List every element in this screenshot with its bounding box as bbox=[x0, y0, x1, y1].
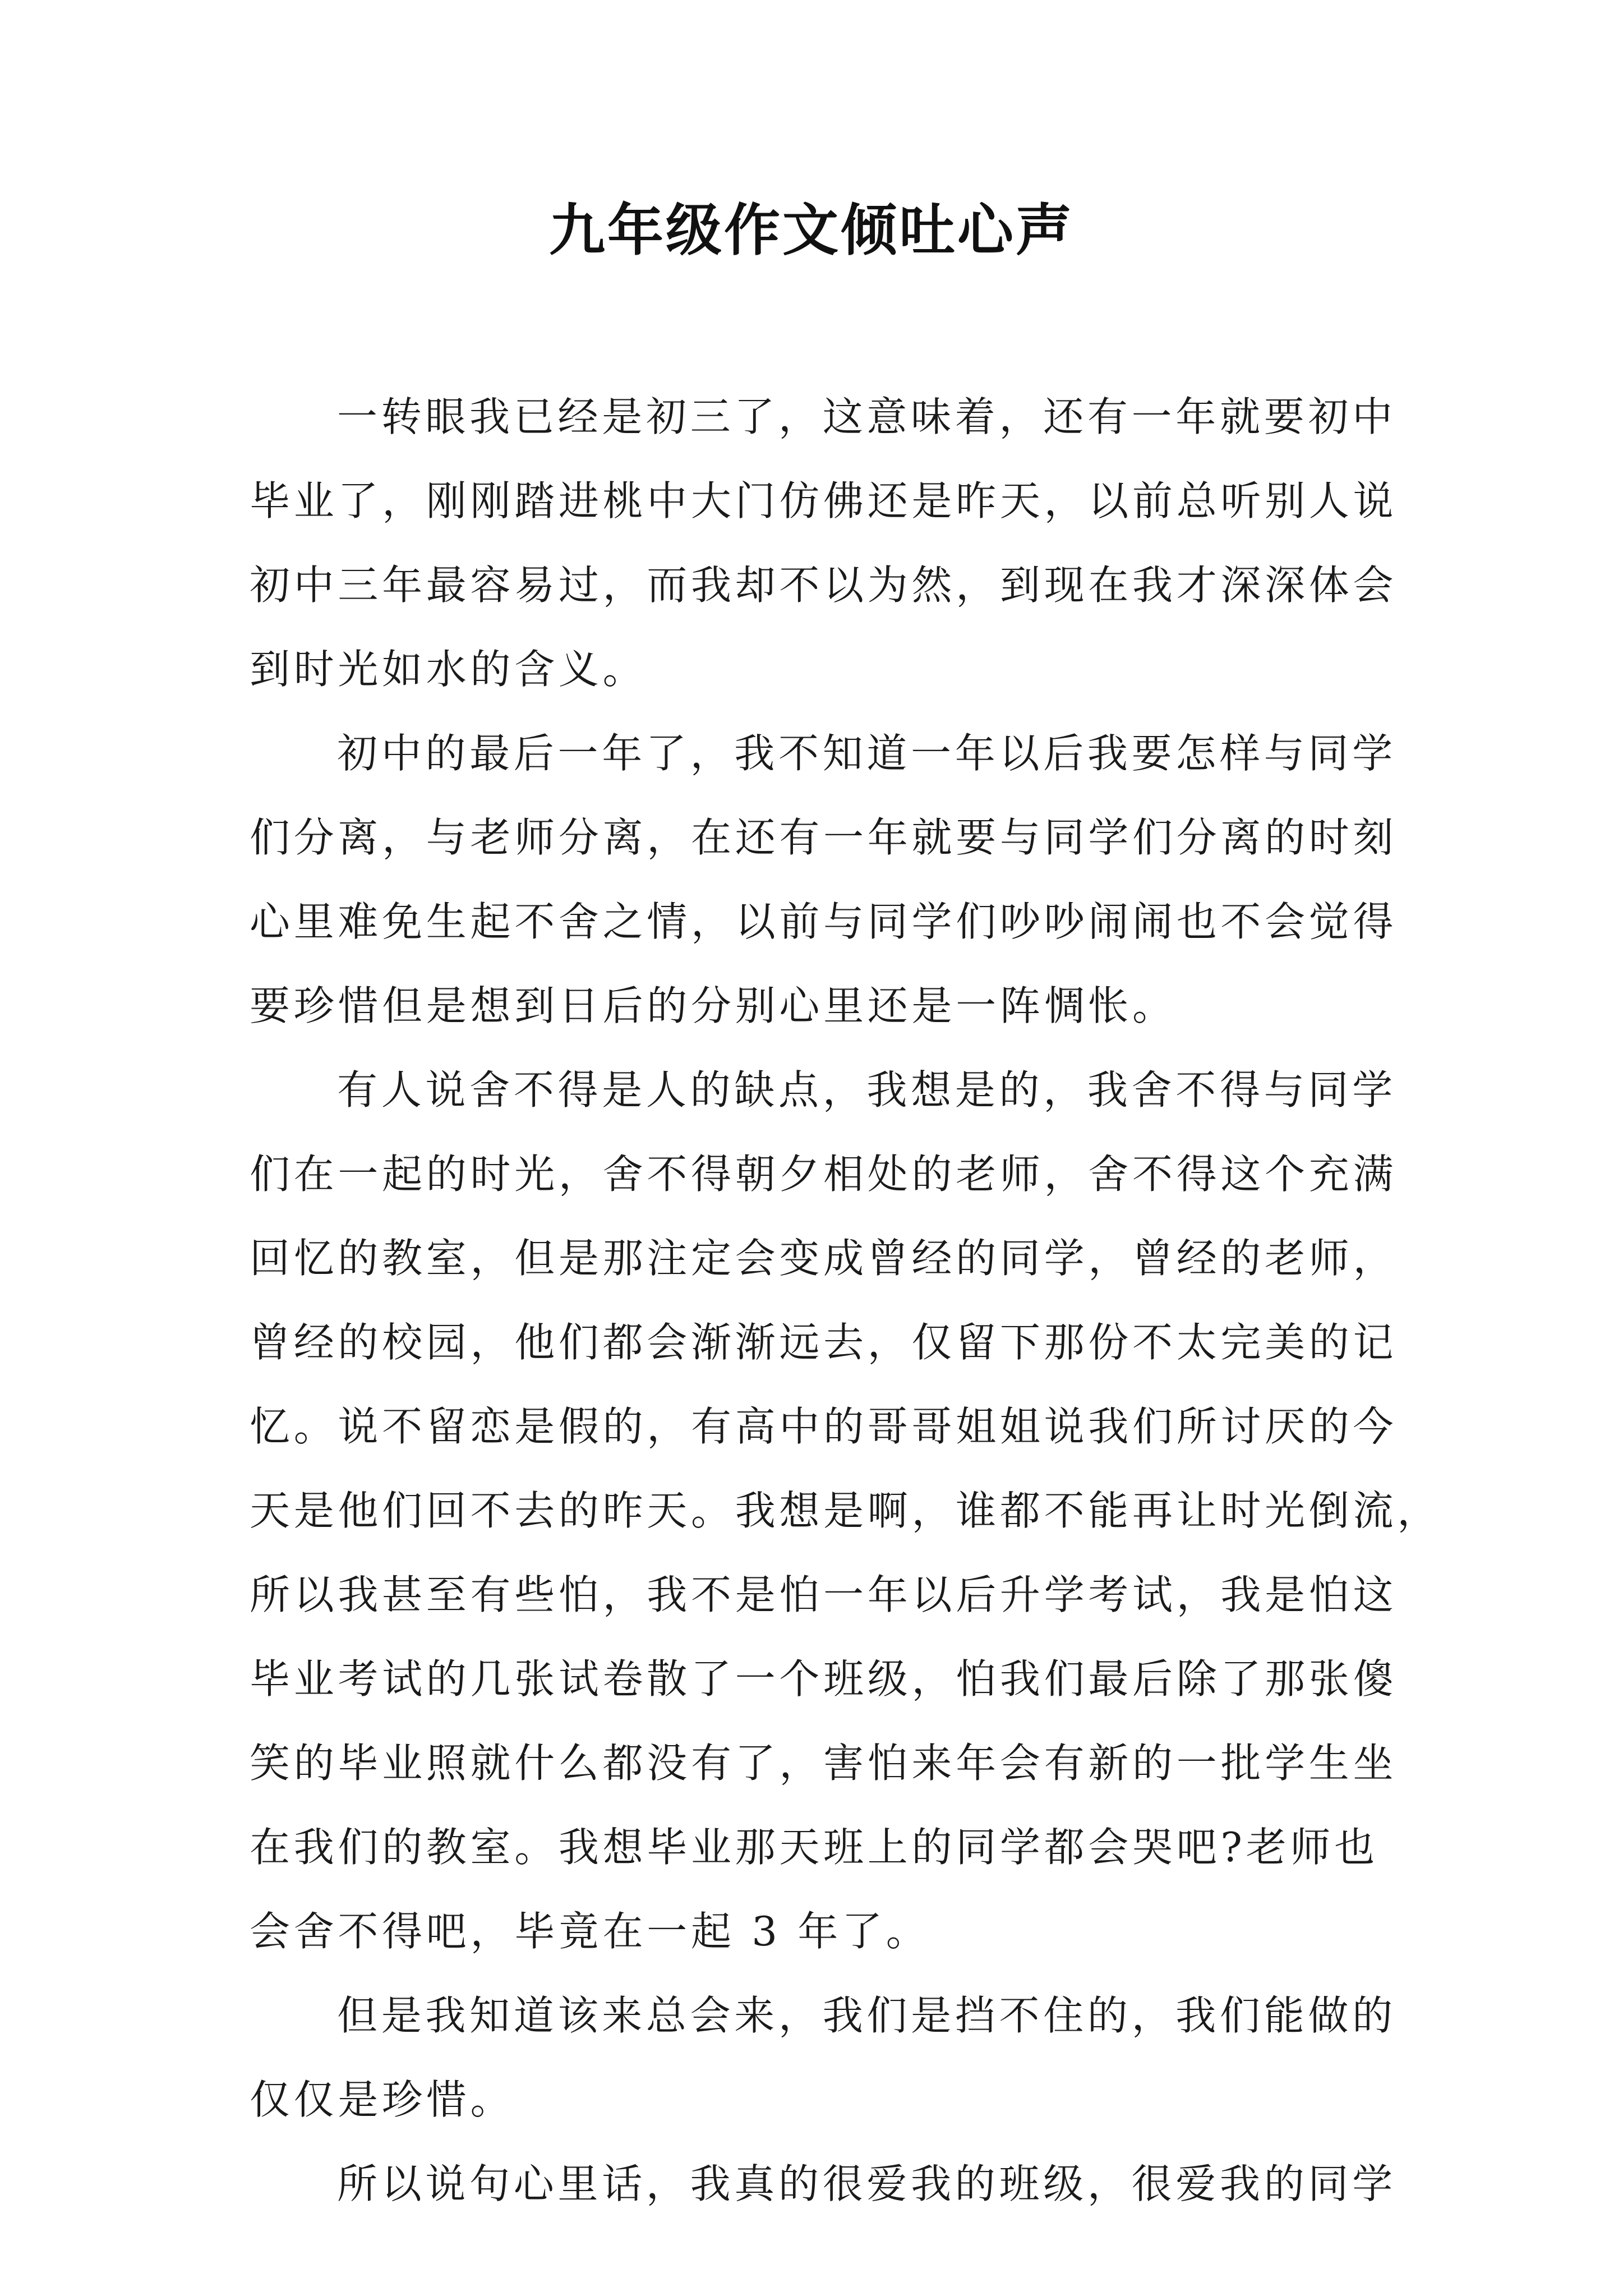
text-line: 到时光如水的含义。 bbox=[250, 646, 647, 693]
text-line: 所以我甚至有些怕，我不是怕一年以后升学考试，我是怕这 bbox=[250, 1571, 1398, 1618]
document-title: 九年级作文倾吐心声 bbox=[549, 197, 1074, 263]
text-line: 心里难免生起不舍之情，以前与同学们吵吵闹闹也不会觉得 bbox=[250, 898, 1398, 945]
text-line: 仅仅是珍惜。 bbox=[250, 2076, 515, 2123]
text-line: 初中三年最容易过，而我却不以为然，到现在我才深深体会 bbox=[250, 562, 1398, 609]
paragraph-2 bbox=[250, 711, 1398, 1048]
text-line: 在我们的教室。我想毕业那天班上的同学都会哭吧?老师也 bbox=[250, 1824, 1378, 1871]
text-line: 笑的毕业照就什么都没有了，害怕来年会有新的一批学生坐 bbox=[250, 1740, 1398, 1787]
text-line: 毕业了，刚刚踏进桃中大门仿佛还是昨天，以前总听别人说 bbox=[250, 477, 1398, 524]
text-line: 初中的最后一年了，我不知道一年以后我要怎样与同学 bbox=[337, 730, 1396, 777]
text-line: 天是他们回不去的昨天。我想是啊，谁都不能再让时光倒流， bbox=[250, 1487, 1441, 1534]
text-line: 曾经的校园，他们都会渐渐远去，仅留下那份不太完美的记 bbox=[250, 1319, 1398, 1366]
paragraph-3 bbox=[250, 1048, 1441, 1973]
text-line: 会舍不得吧，毕竟在一起 3 年了。 bbox=[250, 1908, 930, 1955]
text-line: 回忆的教室，但是那注定会变成曾经的同学，曾经的老师， bbox=[250, 1235, 1398, 1282]
text-line: 所以说句心里话，我真的很爱我的班级，很爱我的同学 bbox=[337, 2160, 1396, 2207]
text-line: 有人说舍不得是人的缺点，我想是的，我舍不得与同学 bbox=[337, 1066, 1396, 1114]
paragraph-1 bbox=[250, 375, 1398, 711]
text-line: 忆。说不留恋是假的，有高中的哥哥姐姐说我们所讨厌的今 bbox=[250, 1403, 1398, 1450]
text-line: 但是我知道该来总会来，我们是挡不住的，我们能做的 bbox=[337, 1992, 1396, 2039]
text-line: 们在一起的时光，舍不得朝夕相处的老师，舍不得这个充满 bbox=[250, 1151, 1398, 1198]
paragraph-4 bbox=[250, 1973, 1394, 2142]
text-line: 要珍惜但是想到日后的分别心里还是一阵惆怅。 bbox=[250, 982, 1177, 1029]
text-line: 毕业考试的几张试卷散了一个班级，怕我们最后除了那张傻 bbox=[250, 1655, 1398, 1703]
paragraph-5 bbox=[250, 2142, 1394, 2226]
text-line: 一转眼我已经是初三了，这意味着，还有一年就要初中 bbox=[337, 393, 1396, 440]
document-body bbox=[250, 375, 1441, 2226]
text-line: 们分离，与老师分离，在还有一年就要与同学们分离的时刻 bbox=[250, 814, 1398, 861]
